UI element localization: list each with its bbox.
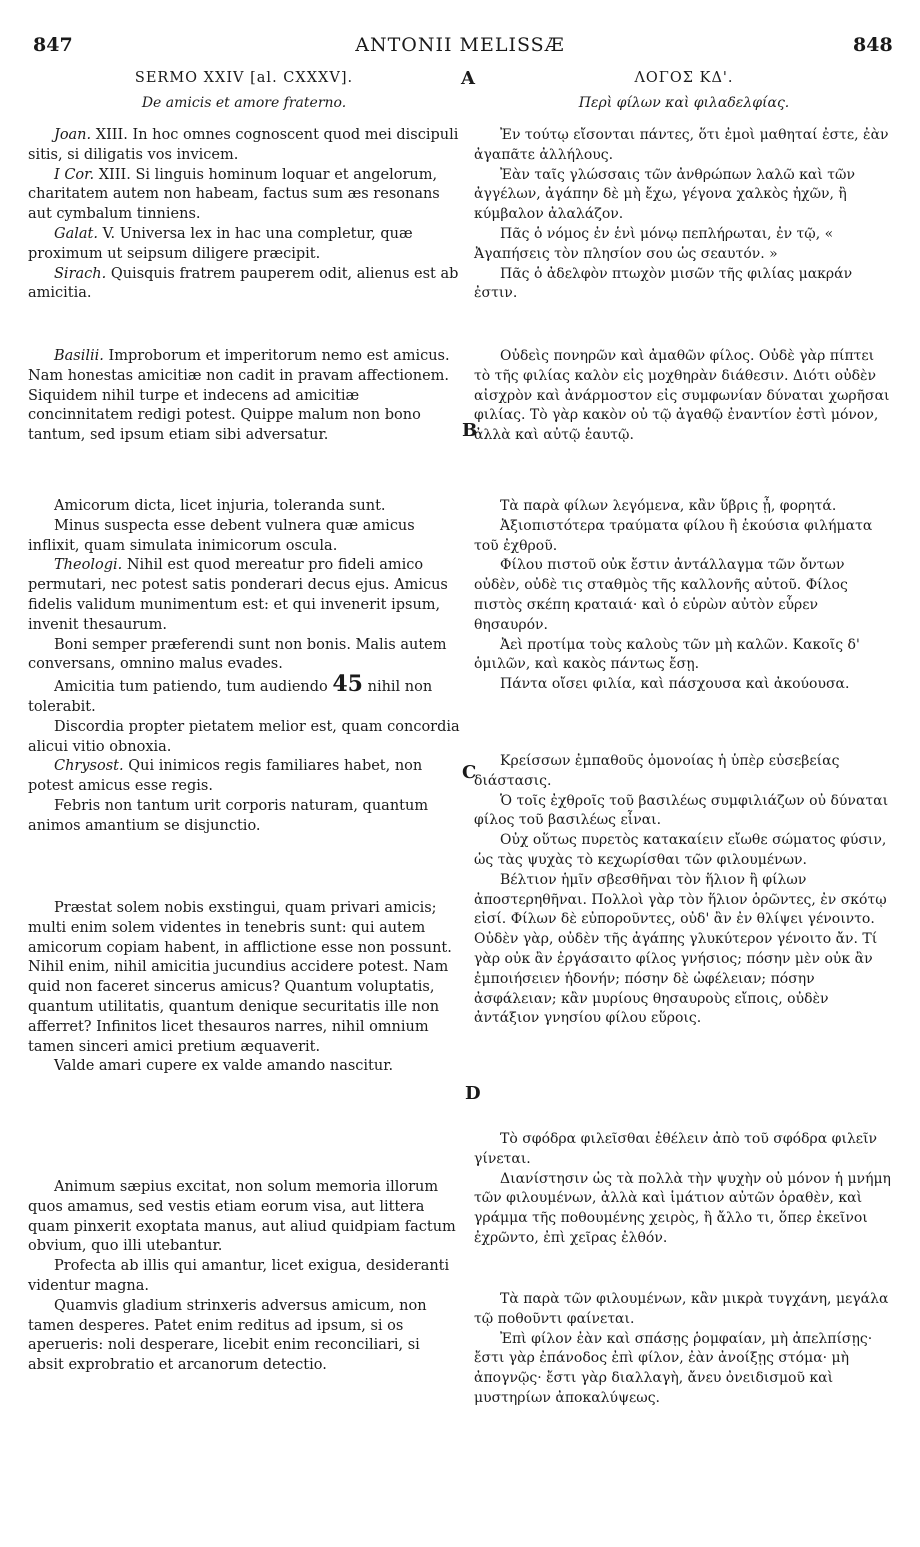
left-paragraph xyxy=(28,126,460,166)
paragraph-text: Animum sæpius excitat, non solum memoria illorum quos amamus, sed vestis etiam eorum visa, aut littera quam pinxerit exoptata manus, aut aliud quidpiam factum obvium, quo illi utebantur. xyxy=(28,1179,456,1255)
paragraph-text: Universa lex in hac una completur, quæ proximum ut seipsum diligere præcipit. xyxy=(28,225,413,262)
paragraph-text: Discordia propter pietatem melior est, quam concordia alicui vitio obnoxia. xyxy=(28,718,460,755)
left-paragraph xyxy=(28,1257,460,1297)
right-page-number: 848 xyxy=(853,34,893,56)
left-paragraph xyxy=(28,225,460,265)
chapter-ref: XIII. xyxy=(98,166,131,183)
left-paragraph xyxy=(28,718,460,758)
left-text-block xyxy=(28,126,460,304)
right-paragraph xyxy=(474,517,894,557)
margin-letter: A xyxy=(461,68,475,89)
left-paragraph xyxy=(28,556,460,635)
source-citation: I Cor. xyxy=(54,166,95,183)
paragraph-text: Τὰ παρὰ φίλων λεγόμενα, κἂν ὕβρις ᾖ, φορητά. xyxy=(500,498,837,514)
left-text-block xyxy=(28,347,460,446)
paragraph-text: Βέλτιον ἡμῖν σβεσθῆναι τὸν ἥλιον ἢ φίλων ἀποστερηθῆναι. Πολλοὶ γὰρ τὸν ἥλιον ὁρῶντες, ἐν σκότῳ εἰσί. Φίλων δὲ εὐποροῦντες, οὐδ' ἂν ἐν θλίψει γένοιντο. Οὐδὲν γὰρ, οὐδὲν τῆς ἀγάπης γλυκύτερον γένοιτο ἄν. Τί γὰρ οὐκ ἂν ἐργάσαιτο φίλος γνήσιος; πόσην μὲν οὐκ ἂν ἐμποιήσειεν ἡδονήν; πόσην δὲ ὠφέλειαν; πόσην ἀσφάλειαν; κἂν μυρίους θησαυροὺς εἴποις, οὐδὲν ἀντάξιον γνησίου φίλου εὕροις. xyxy=(474,871,887,1027)
paragraph-text: Minus suspecta esse debent vulnera quæ amicus inflixit, quam simulata inimicorum oscula. xyxy=(28,517,415,554)
paragraph-text: Amicorum dicta, licet injuria, toleranda sunt. xyxy=(54,498,386,514)
left-paragraph xyxy=(28,757,460,797)
right-paragraph xyxy=(474,347,894,446)
paragraph-text: Quamvis gladium strinxeris adversus amicum, non tamen desperes. Patet enim reditus ad ipsum, si os aperueris: noli desperare, licebit enim reconciliari, si absit exprobratio et arcanorum detectio. xyxy=(28,1297,427,1374)
right-paragraph xyxy=(474,675,894,695)
latin-column xyxy=(28,66,460,1374)
right-paragraph xyxy=(474,265,894,305)
right-text-block xyxy=(474,752,894,1029)
right-text-block xyxy=(474,347,894,446)
source-citation: Chrysost. xyxy=(54,758,124,775)
left-paragraph xyxy=(28,1178,460,1257)
paragraph-text: Si linguis hominum loquar et angelorum, charitatem autem non habeam, factus sum æs resonans aut cymbalum tinniens. xyxy=(28,166,440,223)
right-paragraph xyxy=(474,1130,894,1170)
right-paragraph xyxy=(474,636,894,676)
latin-sermon-heading: SERMO XXIV [al. CXXXV]. xyxy=(134,70,354,86)
right-text-block xyxy=(474,126,894,304)
paragraph-text: Τὸ σφόδρα φιλεῖσθαι ἐθέλειν ἀπὸ τοῦ σφόδρα φιλεῖν γίνεται. xyxy=(474,1131,878,1167)
paragraph-text: Πάντα οἴσει φιλία, καὶ πάσχουσα καὶ ἀκούουσα. xyxy=(500,676,850,693)
right-text-block xyxy=(474,497,894,695)
paragraph-text: Πᾶς ὁ ἀδελφὸν πτωχὸν μισῶν τῆς φιλίας μακράν ἐστιν. xyxy=(474,265,853,302)
paragraph-text: Διανίστησιν ὡς τὰ πολλὰ τὴν ψυχὴν οὐ μόνον ἡ μνήμη τῶν φιλουμένων, ἀλλὰ καὶ ἱμάτιον αὐτῶν ὁραθὲν, καὶ γράμμα τῆς ποθουμένης χειρὸς, ἢ ἄλλο τι, ὅπερ ἐκεῖνοι ἐχρῶντο, ἐπὶ χεῖρας ἐλθόν. xyxy=(474,1170,891,1246)
paragraph-text: Ὁ τοῖς ἐχθροῖς τοῦ βασιλέως συμφιλιάζων οὐ δύναται φίλος τοῦ βασιλέως εἶναι. xyxy=(474,792,889,829)
right-paragraph xyxy=(474,792,894,832)
right-paragraph xyxy=(474,1330,894,1409)
paragraph-text: Οὐδεὶς πονηρῶν καὶ ἀμαθῶν φίλος. Οὐδὲ γὰρ πίπτει τὸ τῆς φιλίας καλὸν εἰς μοχθηρὰν διάθεσιν. Διότι οὐδὲν αἰσχρὸν καὶ ἀνάρμοστον εἰς συμφωνίαν δύναται χωρῆσαι φιλίας. Τὸ γὰρ κακὸν οὐ τῷ ἀγαθῷ ἐναντίον ἐστὶ μόνον, ἀλλὰ καὶ αὐτῷ ἑαυτῷ. xyxy=(474,348,890,444)
source-citation: Galat. xyxy=(54,225,98,242)
greek-sermon-heading: ΛΟΓΟΣ ΚΔ'. xyxy=(634,70,734,86)
line-number: 45 xyxy=(332,671,363,698)
left-text-block xyxy=(28,1178,460,1376)
paragraph-text: Τὰ παρὰ τῶν φιλουμένων, κἂν μικρὰ τυγχάνη, μεγάλα τῷ ποθοῦντι φαίνεται. xyxy=(474,1291,889,1327)
left-paragraph xyxy=(28,497,460,517)
right-text-block xyxy=(474,1130,894,1249)
left-paragraph xyxy=(28,899,460,1057)
source-citation: Joan. xyxy=(54,127,92,143)
chapter-ref: XIII. xyxy=(95,127,128,143)
right-paragraph xyxy=(474,871,894,1029)
right-paragraph xyxy=(474,225,894,265)
right-paragraph xyxy=(474,166,894,225)
paragraph-text: Valde amari cupere ex valde amando nascitur. xyxy=(54,1058,394,1075)
paragraph-text: nihil non tolerabit. xyxy=(28,679,433,715)
chapter-ref: V. xyxy=(102,225,116,242)
greek-sermon-title: Περὶ φίλων καὶ φιλαδελφίας. xyxy=(578,95,790,111)
left-paragraph xyxy=(28,1297,460,1376)
left-paragraph xyxy=(28,671,460,718)
paragraph-text: Φίλου πιστοῦ οὐκ ἔστιν ἀντάλλαγμα τῶν ὄντων οὐδὲν, οὐδὲ τις σταθμὸς τῆς καλλονῆς αὐτοῦ. Φίλος πιστὸς σκέπη κραταιά· καὶ ὁ εὑρὼν αὐτὸν εὗρεν θησαυρόν. xyxy=(474,557,848,633)
left-paragraph xyxy=(28,166,460,225)
left-page-number: 847 xyxy=(33,34,73,56)
left-paragraph xyxy=(28,797,460,837)
paragraph-text: Amicitia tum patiendo, tum audiendo xyxy=(54,679,328,696)
paragraph-text: Ἐὰν ταῖς γλώσσαις τῶν ἀνθρώπων λαλῶ καὶ τῶν ἀγγέλων, ἀγάπην δὲ μὴ ἔχω, γέγονα χαλκὸς ἠχῶν, ἢ κύμβαλον ἀλαλάζον. xyxy=(474,166,855,223)
paragraph-text: Improborum et imperitorum nemo est amicus. Nam honestas amicitiæ non cadit in pravam affectionem. Siquidem nihil turpe et indecens ad amicitiæ concinnitatem redigi potest. Quippe malum non bono tantum, sed ipsum etiam sibi adversatur. xyxy=(28,348,450,444)
left-text-block xyxy=(28,899,460,1077)
left-paragraph xyxy=(28,517,460,557)
left-paragraph xyxy=(28,1057,460,1077)
right-paragraph xyxy=(474,126,894,166)
paragraph-text: Febris non tantum urit corporis naturam, quantum animos amantium se disjunctio. xyxy=(28,797,429,834)
right-paragraph xyxy=(474,1290,894,1330)
paragraph-text: Ἀξιοπιστότερα τραύματα φίλου ἢ ἑκούσια φιλήματα τοῦ ἐχθροῦ. xyxy=(474,517,873,554)
running-title: ANTONII MELISSÆ xyxy=(355,34,565,56)
left-paragraph xyxy=(28,265,460,305)
paragraph-text: Κρείσσων ἐμπαθοῦς ὁμονοίας ἡ ὑπὲρ εὐσεβείας διάστασις. xyxy=(474,753,840,789)
paragraph-text: Οὐχ οὕτως πυρετὸς κατακαίειν εἴωθε σώματος φύσιν, ὡς τὰς ψυχὰς τὸ κεχωρίσθαι τῶν φιλουμένων. xyxy=(474,832,887,868)
latin-sermon-title: De amicis et amore fraterno. xyxy=(141,95,347,111)
source-citation: Basilii. xyxy=(54,348,104,364)
source-citation: Theologi. xyxy=(54,557,123,574)
paragraph-text: Ἐν τούτῳ εἴσονται πάντες, ὅτι ἐμοὶ μαθηταί ἐστε, ἐὰν ἀγαπᾶτε ἀλλήλους. xyxy=(474,127,889,163)
margin-letter: C xyxy=(462,762,477,783)
paragraph-text: Præstat solem nobis exstingui, quam privari amicis; multi enim solem videntes in tenebris sunt: qui autem amicorum copiam habent, in afflictione esse non possunt. Nihil enim, nihil amicitia jucundius accidere potest. Nam quid non faceret sincerus amicus? Quantum voluptatis, quantum utilitatis, quantum denique securitatis ille non afferret? Infinitos licet thesauros narres, nihil omnium tamen sinceri amici pretium æquaverit. xyxy=(28,900,452,1055)
paragraph-text: Qui inimicos regis familiares habet, non potest amicus esse regis. xyxy=(28,758,423,795)
paragraph-text: Πᾶς ὁ νόμος ἐν ἑνὶ μόνῳ πεπλήρωται, ἐν τῷ, « Ἀγαπήσεις τὸν πλησίον σου ὡς σεαυτόν. » xyxy=(474,225,834,262)
right-paragraph xyxy=(474,556,894,635)
paragraph-text: Ἀεὶ προτίμα τοὺς καλοὺς τῶν μὴ καλῶν. Κακοῖς δ' ὁμιλῶν, καὶ κακὸς πάντως ἔσῃ. xyxy=(474,636,860,673)
paragraph-text: Ἐπὶ φίλον ἐὰν καὶ σπάσῃς ῥομφαίαν, μὴ ἀπελπίσῃς· ἔστι γὰρ ἐπάνοδος ἐπὶ φίλον, ἐὰν ἀνοίξῃς στόμα· μὴ ἀπογνῷς· ἔστι γὰρ διαλλαγὴ, ἄνευ ὀνειδισμοῦ καὶ μυστηρίων ἀποκαλύψεως. xyxy=(474,1330,873,1406)
right-paragraph xyxy=(474,752,894,792)
margin-letter: D xyxy=(465,1083,481,1104)
right-text-block xyxy=(474,1290,894,1409)
greek-column xyxy=(474,66,894,1406)
paragraph-text: Profecta ab illis qui amantur, licet exigua, desideranti videntur magna. xyxy=(28,1258,450,1294)
right-paragraph xyxy=(474,1170,894,1249)
right-paragraph xyxy=(474,497,894,517)
left-paragraph xyxy=(28,347,460,446)
paragraph-text: Nihil est quod mereatur pro fideli amico permutari, nec potest satis ponderari decus ejus. Amicus fidelis validum munimentum est: et qui invenerit ipsum, invenit thesaurum. xyxy=(28,557,448,633)
paragraph-text: Quisquis fratrem pauperem odit, alienus est ab amicitia. xyxy=(28,265,459,302)
right-paragraph xyxy=(474,831,894,871)
left-text-block xyxy=(28,497,460,837)
margin-letter: B xyxy=(462,420,478,441)
paragraph-text: Boni semper præferendi sunt non bonis. Malis autem conversans, omnino malus evades. xyxy=(28,636,447,673)
left-paragraph xyxy=(28,636,460,676)
source-citation: Sirach. xyxy=(54,265,107,282)
paragraph-text: In hoc omnes cognoscent quod mei discipuli sitis, si diligatis vos invicem. xyxy=(28,127,459,163)
